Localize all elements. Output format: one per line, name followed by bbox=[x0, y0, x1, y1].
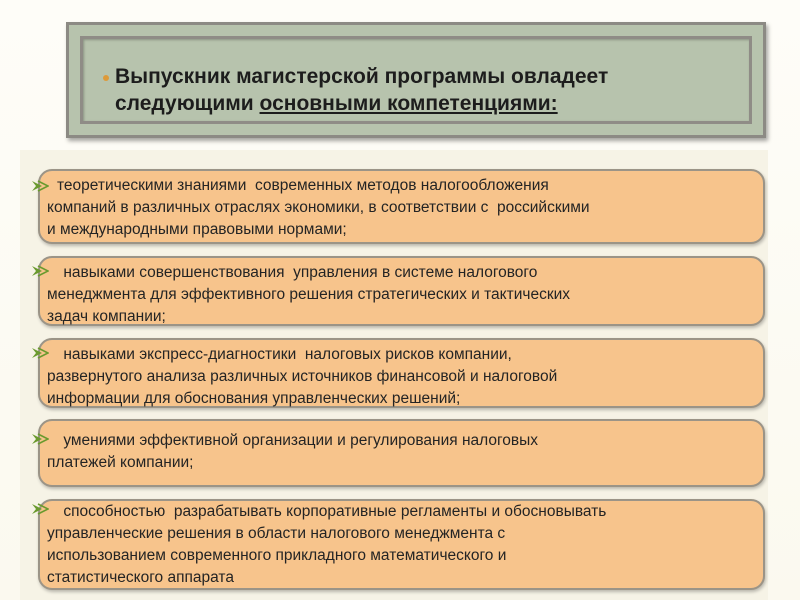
title-line-1: Выпускник магистерской программы овладеет bbox=[115, 65, 609, 88]
competency-2-line-2: менеджмента для эффективного решения стратегических и тактических bbox=[47, 286, 571, 303]
arrow-bullet-icon bbox=[31, 345, 49, 361]
competency-text-2 bbox=[47, 262, 755, 328]
competency-3-line-3: информации для обоснования управленческих решений; bbox=[47, 390, 461, 407]
competency-text-1 bbox=[47, 175, 755, 241]
slide-title bbox=[115, 63, 735, 117]
competency-4-line-2: платежей компании; bbox=[47, 454, 194, 471]
competency-2-line-3: задач компании; bbox=[47, 308, 166, 325]
competency-3-line-1: навыками экспресс-диагностики налоговых рисков компании, bbox=[59, 346, 512, 363]
competency-box-1 bbox=[38, 169, 765, 244]
competency-4-line-1: умениями эффективной организации и регулирования налоговых bbox=[59, 432, 539, 449]
competency-box-3 bbox=[38, 338, 765, 408]
competency-box-5 bbox=[38, 499, 765, 590]
title-line-2-underlined: основными компетенциями: bbox=[259, 92, 558, 115]
competency-5-line-1: способностью разрабатывать корпоративные регламенты и обосновывать bbox=[59, 503, 607, 520]
competency-1-line-3: и международными правовыми нормами; bbox=[47, 221, 347, 238]
arrow-bullet-icon bbox=[31, 178, 49, 194]
competency-2-line-1: навыками совершенствования управления в системе налогового bbox=[59, 264, 538, 281]
competency-text-4 bbox=[47, 430, 755, 474]
dot-bullet-icon bbox=[103, 75, 109, 81]
arrow-bullet-icon bbox=[31, 501, 49, 517]
competency-1-line-2: компаний в различных отраслях экономики, в соответствии с российскими bbox=[47, 199, 590, 216]
competency-5-line-3: использованием современного прикладного математического и bbox=[47, 547, 507, 564]
competency-3-line-2: развернутого анализа различных источников финансовой и налоговой bbox=[47, 368, 558, 385]
title-inner-frame bbox=[80, 36, 752, 124]
title-line-2-start: следующими bbox=[115, 92, 260, 115]
competency-1-line-1: теоретическими знаниями современных методов налогообложения bbox=[57, 177, 549, 194]
competency-text-3 bbox=[47, 344, 755, 410]
arrow-bullet-icon bbox=[31, 263, 49, 279]
competency-text-5 bbox=[47, 501, 755, 589]
competency-box-4 bbox=[38, 419, 765, 487]
competency-box-2 bbox=[38, 256, 765, 326]
competency-5-line-4: статистического аппарата bbox=[47, 569, 234, 586]
competency-5-line-2: управленческие решения в области налогового менеджмента с bbox=[47, 525, 506, 542]
title-frame bbox=[66, 22, 766, 138]
arrow-bullet-icon bbox=[31, 431, 49, 447]
